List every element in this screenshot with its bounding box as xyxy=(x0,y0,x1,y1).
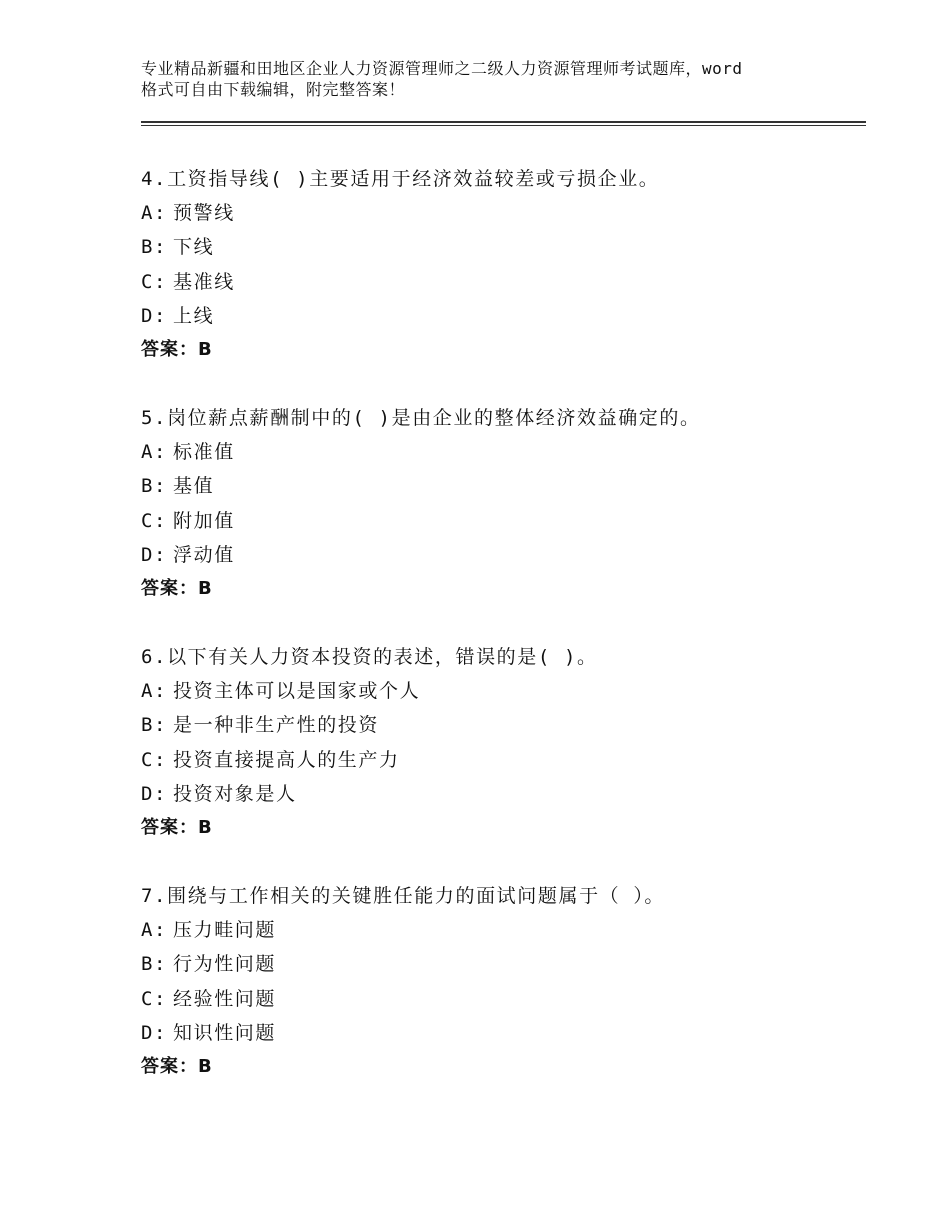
question-block xyxy=(141,162,861,367)
header-line-1: 专业精品新疆和田地区企业人力资源管理师之二级人力资源管理师考试题库，word xyxy=(141,59,743,78)
header-line-2: 格式可自由下载编辑，附完整答案！ xyxy=(141,80,406,99)
question-block xyxy=(141,401,861,606)
option-letter: B: xyxy=(141,475,168,498)
option-text: 投资直接提高人的生产力 xyxy=(173,748,400,771)
option-text: 投资主体可以是国家或个人 xyxy=(173,680,421,703)
option-d xyxy=(141,777,861,811)
option-text: 行为性问题 xyxy=(173,953,277,976)
option-text: 浮动值 xyxy=(173,543,235,566)
option-letter: C: xyxy=(141,270,168,293)
answer-line: 答案：B xyxy=(141,1055,213,1077)
option-d xyxy=(141,299,861,333)
option-text: 上线 xyxy=(173,304,215,327)
option-text: 标准值 xyxy=(173,441,235,464)
header-divider-thin xyxy=(141,125,866,126)
header-divider-thick xyxy=(141,121,866,123)
question-stem: 4.工资指导线( )主要适用于经济效益较差或亏损企业。 xyxy=(141,168,660,190)
option-c xyxy=(141,265,861,299)
option-letter: A: xyxy=(141,441,168,464)
option-a xyxy=(141,913,861,947)
option-letter: A: xyxy=(141,919,168,942)
option-letter: D: xyxy=(141,304,168,327)
option-text: 附加值 xyxy=(173,509,235,532)
option-a xyxy=(141,435,861,469)
option-text: 预警线 xyxy=(173,202,235,225)
option-b xyxy=(141,469,861,503)
question-stem: 7.围绕与工作相关的关键胜任能力的面试问题属于（ ）。 xyxy=(141,885,666,907)
option-letter: D: xyxy=(141,782,168,805)
option-text: 投资对象是人 xyxy=(173,782,297,805)
option-a xyxy=(141,196,861,230)
document-header xyxy=(141,58,841,100)
question-stem: 5.岗位薪点薪酬制中的( )是由企业的整体经济效益确定的。 xyxy=(141,407,701,429)
question-block xyxy=(141,879,861,1084)
answer-line: 答案：B xyxy=(141,577,213,599)
option-letter: B: xyxy=(141,236,168,259)
option-c xyxy=(141,982,861,1016)
option-letter: B: xyxy=(141,714,168,737)
option-text: 是一种非生产性的投资 xyxy=(173,714,380,737)
option-a xyxy=(141,674,861,708)
option-c xyxy=(141,743,861,777)
question-block xyxy=(141,640,861,845)
question-stem: 6.以下有关人力资本投资的表述，错误的是( )。 xyxy=(141,646,598,668)
option-b xyxy=(141,230,861,264)
option-letter: A: xyxy=(141,680,168,703)
option-letter: C: xyxy=(141,748,168,771)
option-text: 下线 xyxy=(173,236,215,259)
option-d xyxy=(141,1016,861,1050)
option-letter: D: xyxy=(141,543,168,566)
option-text: 经验性问题 xyxy=(173,987,277,1010)
option-d xyxy=(141,538,861,572)
option-text: 压力畦问题 xyxy=(173,919,277,942)
option-letter: C: xyxy=(141,987,168,1010)
option-b xyxy=(141,708,861,742)
option-c xyxy=(141,504,861,538)
answer-line: 答案：B xyxy=(141,338,213,360)
option-letter: A: xyxy=(141,202,168,225)
option-text: 基准线 xyxy=(173,270,235,293)
option-letter: C: xyxy=(141,509,168,532)
option-letter: B: xyxy=(141,953,168,976)
answer-line: 答案：B xyxy=(141,816,213,838)
option-letter: D: xyxy=(141,1021,168,1044)
option-text: 基值 xyxy=(173,475,215,498)
option-b xyxy=(141,947,861,981)
option-text: 知识性问题 xyxy=(173,1021,277,1044)
